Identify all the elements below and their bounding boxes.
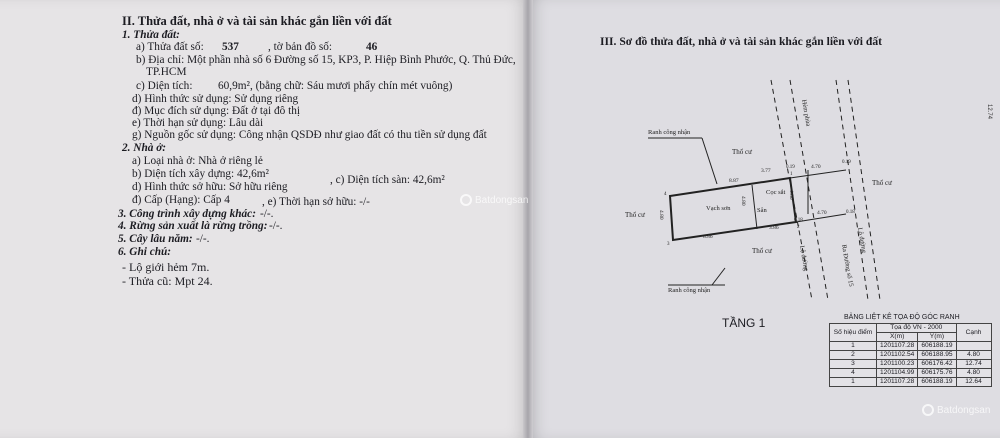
label-ra-duong: Ra Đường số 15	[840, 244, 855, 288]
section-ii-title: II. Thửa đất, nhà ở và tài sản khác gắn liền với đất	[122, 14, 392, 28]
table-row: 1 1201107.28 606188.19	[830, 342, 992, 351]
usage-origin: g) Nguồn gốc sử dụng: Công nhận QSDĐ như giao đất có thu tiền sử dụng đất	[132, 129, 487, 141]
col-system: Tọa độ VN - 2000	[877, 324, 957, 333]
note-road-width: - Lộ giới hẻm 7m.	[122, 260, 210, 274]
usage-term: e) Thời hạn sử dụng: Lâu dài	[132, 117, 264, 129]
forest-heading: 4. Rừng sản xuất là rừng trồng:	[118, 220, 268, 232]
land-plot-heading: 1. Thửa đất:	[122, 29, 180, 41]
col-y: Y(m)	[918, 333, 956, 342]
watermark-right: Batdongsan	[922, 404, 990, 416]
address-line-2: TP.HCM	[146, 66, 187, 78]
label-ranh-bottom: Ranh công nhận	[668, 287, 711, 294]
section-iii-title: III. Sơ đồ thửa đất, nhà ở và tài sản khác gắn liền với đất	[600, 35, 882, 48]
point-2: 2	[797, 225, 800, 230]
label-tho-cu-bottom: Thổ cư	[752, 247, 772, 255]
dim-018a: 0.18	[794, 218, 803, 223]
label-hem-phua: Hẻm phùa	[800, 99, 812, 127]
map-sheet-label: , tờ bản đồ số:	[268, 41, 333, 53]
watermark-logo-icon	[922, 404, 934, 416]
ownership-form: d) Hình thức sở hữu: Sở hữu riêng	[132, 181, 288, 193]
table-row: 4 1201104.99 606175.76 4.80	[830, 369, 992, 378]
construction-area: b) Diện tích xây dựng: 42,6m²	[132, 168, 269, 180]
dim-377: 3.77	[761, 168, 771, 174]
label-lo-duong-right: Lộ đường	[856, 227, 868, 254]
perennial-heading: 5. Cây lâu năm:	[118, 233, 193, 245]
area-label: c) Diện tích:	[136, 80, 193, 92]
dim-019a: 0.19	[786, 165, 795, 170]
floor-area: , c) Diện tích sàn: 42,6m²	[330, 174, 445, 186]
plot-number-label: a) Thửa đất số:	[136, 41, 204, 53]
map-sheet-value: 46	[366, 41, 378, 53]
col-x: X(m)	[877, 333, 918, 342]
dim-019b: 0.19	[842, 160, 851, 165]
label-san: Sân	[757, 207, 767, 214]
dim-480c: 4.80	[788, 190, 794, 200]
label-ranh-top: Ranh công nhận	[648, 129, 691, 136]
coord-table-title: BẢNG LIỆT KÊ TỌA ĐỘ GÓC RANH	[844, 314, 960, 321]
usage-purpose: đ) Mục đích sử dụng: Đất ở tại đô thị	[132, 105, 301, 117]
notes-heading: 6. Ghi chú:	[118, 246, 172, 258]
floor-label: TẦNG 1	[722, 316, 766, 330]
label-lo-duong-left: Lộ đường	[798, 245, 810, 272]
dim-018b: 0.18	[846, 210, 855, 215]
dim-470b: 4.70	[817, 210, 827, 216]
col-point: Số hiệu điểm	[830, 324, 877, 342]
point-4: 4	[664, 192, 667, 197]
point-1: 1	[790, 172, 793, 177]
col-edge: Cạnh	[956, 324, 991, 342]
dim-480a: 4.80	[658, 210, 664, 220]
other-works-heading: 3. Công trình xây dựng khác:	[118, 208, 256, 220]
address-line-1: b) Địa chỉ: Một phần nhà số 6 Đường số 15, KP3, P. Hiệp Bình Phước, Q. Thủ Đức,	[136, 54, 516, 66]
usage-form: d) Hình thức sử dụng: Sử dụng riêng	[132, 93, 299, 105]
edge-tick-label: 12.74	[986, 104, 992, 120]
label-vach-son: Vạch sơn	[706, 205, 731, 212]
house-heading: 2. Nhà ở:	[122, 142, 167, 154]
watermark-left: Batdongsan	[460, 194, 528, 206]
perennial-value: -/-.	[196, 233, 210, 245]
label-tho-cu-right: Thổ cư	[872, 179, 892, 187]
coordinate-table	[829, 323, 992, 387]
dim-887: 8.87	[729, 178, 739, 184]
label-tho-cu-top: Thổ cư	[732, 148, 752, 156]
house-type: a) Loại nhà ở: Nhà ở riêng lẻ	[132, 155, 263, 167]
table-row: 1 1201107.28 606188.19 12.64	[830, 378, 992, 387]
other-works-value: -/-.	[260, 208, 274, 220]
dim-886: 8.86	[703, 234, 713, 240]
note-old-plot: - Thửa cũ: Mpt 24.	[122, 274, 213, 288]
area-value: 60,9m², (bằng chữ: Sáu mươi phẩy chín mét vuông)	[218, 80, 453, 92]
ownership-term: , e) Thời hạn sở hữu: -/-	[262, 196, 370, 208]
point-3: 3	[667, 242, 670, 247]
dim-480b: 4.80	[740, 196, 746, 206]
table-row: 2 1201102.54 606188.95 4.80	[830, 351, 992, 360]
label-coc-sat: Cọc sắt	[766, 189, 786, 196]
house-grade: đ) Cấp (Hạng): Cấp 4	[132, 194, 230, 206]
forest-value: -/-.	[269, 220, 283, 232]
dim-470a: 4.70	[811, 164, 821, 170]
label-tho-cu-left: Thổ cư	[625, 211, 645, 219]
dim-386: 3.86	[769, 225, 779, 231]
plot-number-value: 537	[222, 41, 239, 53]
table-row: 3 1201100.23 606176.42 12.74	[830, 360, 992, 369]
